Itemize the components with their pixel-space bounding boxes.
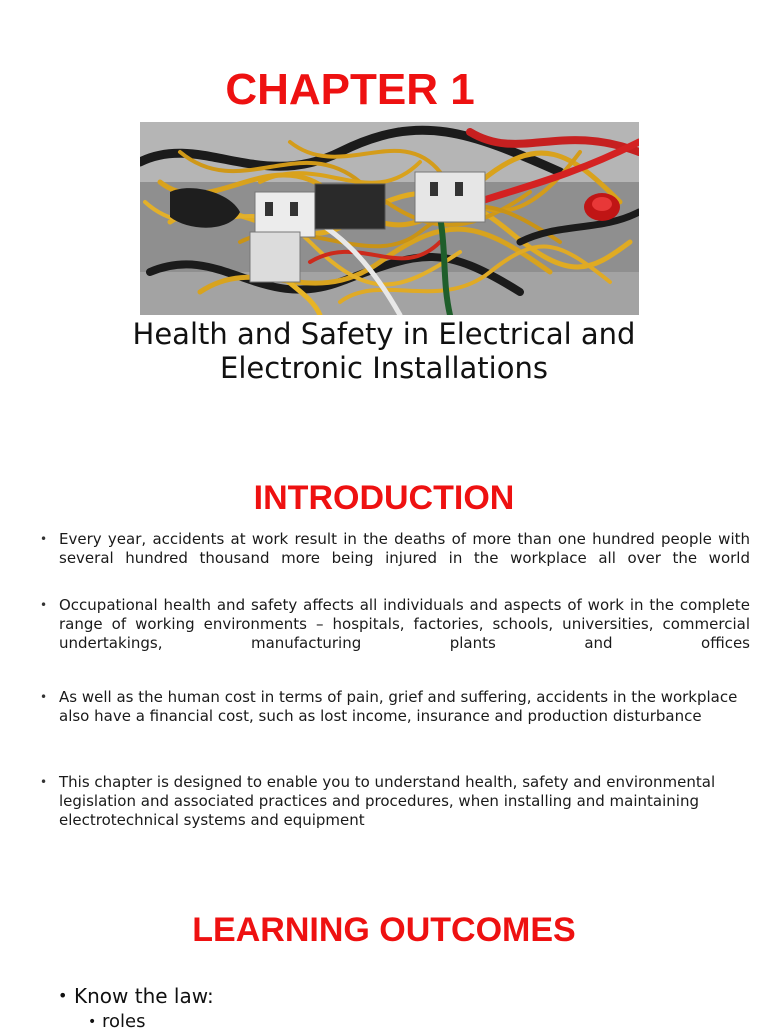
outcome-item-know-the-law: • Know the law: [58,983,214,1009]
introduction-heading: INTRODUCTION [253,479,515,517]
learning-outcomes-heading: LEARNING OUTCOMES [192,911,576,949]
intro-bullet-1: • Every year, accidents at work result in the deaths of more than one hundred people with several hundred thousand more being injured in the workplace all over the world [40,530,750,568]
subtitle-line-1: Health and Safety in Electrical and [132,317,636,351]
intro-bullet-4: • This chapter is designed to enable you to understand health, safety and environmental legislation and associated practices and procedures, when installing and maintaining electrotechnical systems and equipment [40,773,750,830]
intro-bullet-3: • As well as the human cost in terms of pain, grief and suffering, accidents in the workplace also have a financial cost, such as lost income, insurance and production disturbance [40,688,750,726]
intro-bullet-2: • Occupational health and safety affects all individuals and aspects of work in the complete range of working environments – hospitals, factories, schools, universities, commercial undertakings, manufacturing plants and offices [40,596,750,653]
document-subtitle [104,317,664,385]
subtitle-line-2: Electronic Installations [220,351,548,385]
outcome-sub-item-roles: • roles [88,1010,145,1034]
chapter-title: CHAPTER 1 [225,65,475,114]
tangled-cables-photo [140,122,639,315]
